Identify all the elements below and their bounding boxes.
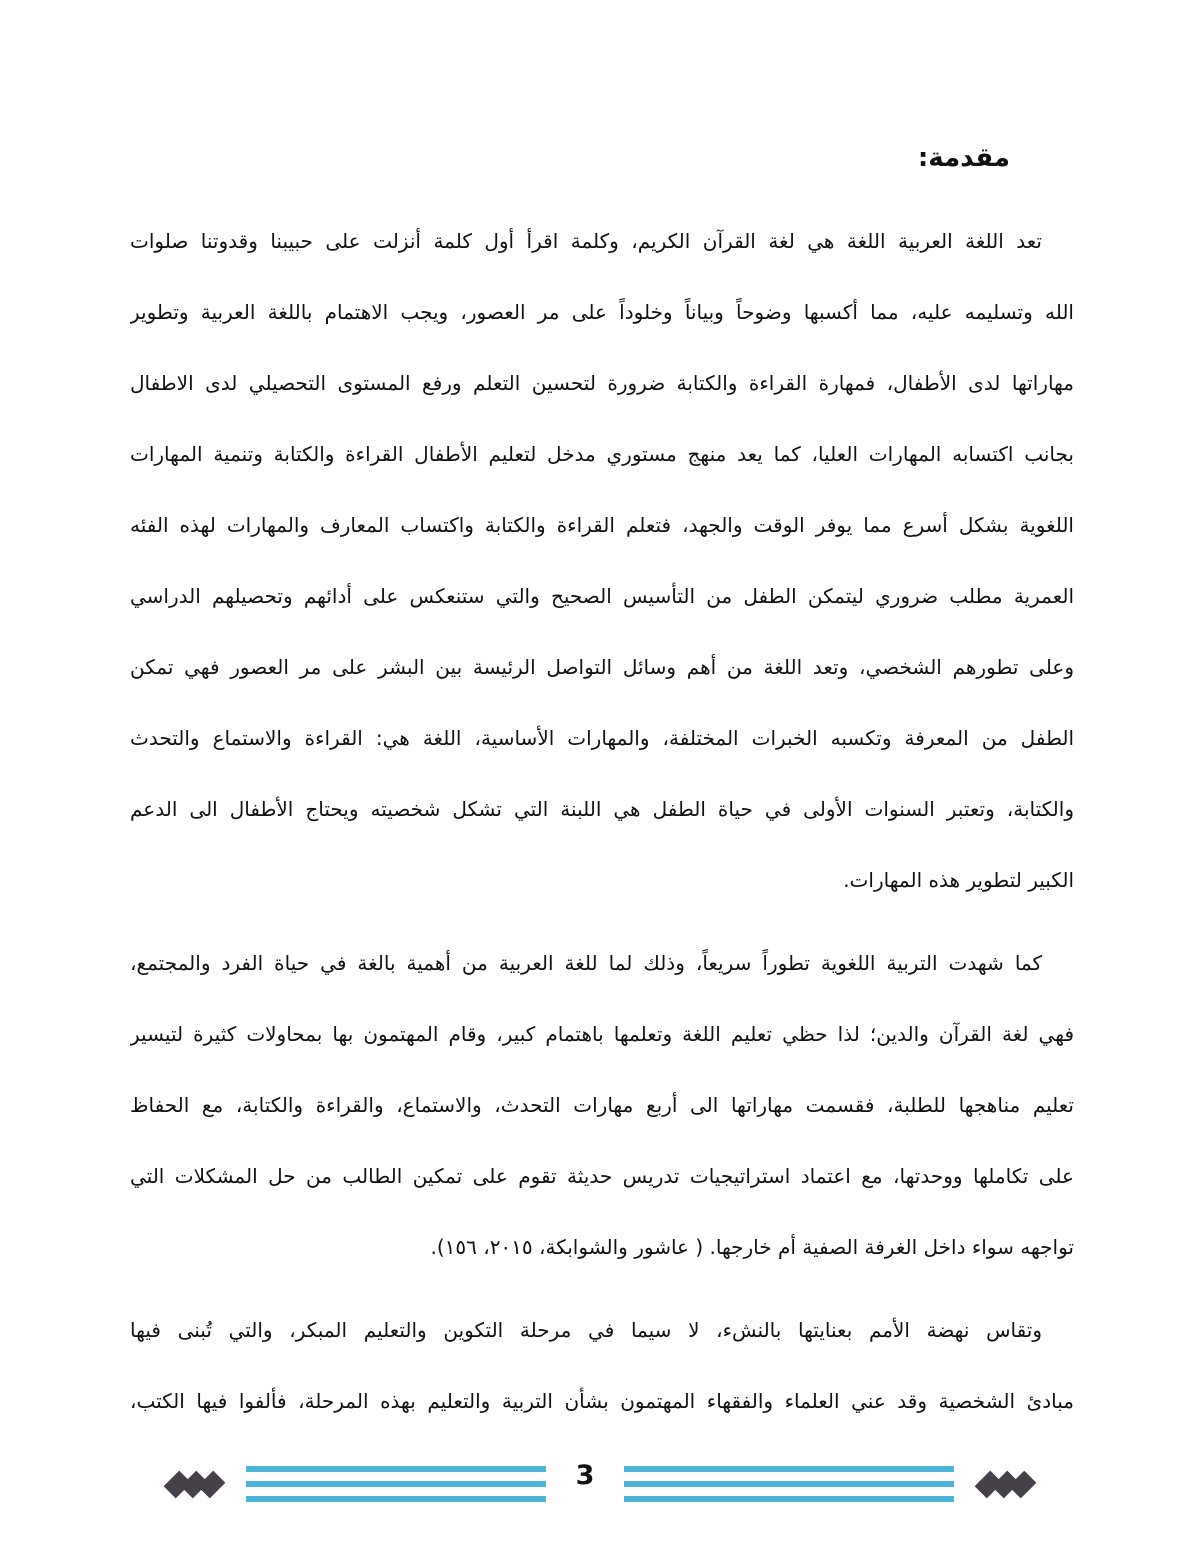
rule-line [246,1481,546,1487]
text-line: الطفل من المعرفة وتكسبه الخبرات المختلفة، والمهارات الأساسية، اللغة هي: القراءة والاستماع والتحدث [130,726,1074,750]
footer-rule-group-left [246,1466,546,1502]
diamond-icon [1009,1470,1037,1498]
page-footer [0,1456,1200,1512]
rule-line [246,1496,546,1502]
section-heading: مقدمة: [917,143,1010,173]
text-line: مهاراتها لدى الأطفال، فمهارة القراءة والكتابة ضرورة لتحسين التعلم ورفع المستوى التحصيلي لدى الاطفال [130,371,1074,395]
rule-line [624,1466,954,1472]
page-number: 3 [575,1460,595,1491]
paragraph-1 [130,206,1074,916]
text-line: اللغوية بشكل أسرع مما يوفر الوقت والجهد، فتعلم القراءة والكتابة واكتساب المعارف والمهارات لهذه الفئه [130,513,1074,537]
rule-line [624,1496,954,1502]
rule-line [246,1466,546,1472]
text-line: بجانب اكتسابه المهارات العليا، كما يعد منهج مستوري مدخل لتعليم الأطفال القراءة والكتابة وتنمية المهارات [130,442,1074,466]
text-line: العمرية مطلب ضروري ليتمكن الطفل من التأسيس الصحيح والتي ستنعكس على أدائهم وتحصيلهم الدراسي [130,584,1074,608]
text-line: على تكاملها ووحدتها، مع اعتماد استراتيجيات تدريس حديثة تقوم على تمكين الطالب من حل المشكلات التي [130,1164,1074,1188]
document-body [130,138,1074,1449]
text-line: الكبير لتطوير هذه المهارات. [843,868,1074,892]
diamond-group-right [980,1474,1031,1495]
rule-line [624,1481,954,1487]
text-line: الله وتسليمه عليه، مما أكسبها وضوحاً وبياناً وخلوداً على مر العصور، ويجب الاهتمام باللغة العربية وتطوير [130,300,1074,324]
diamond-icon [197,1470,225,1498]
paragraph-3 [130,1295,1074,1437]
diamond-group-left [169,1474,220,1495]
paragraph-2 [130,928,1074,1283]
text-line: مبادئ الشخصية وقد عني العلماء والفقهاء المهتمون بشأن التربية والتعليم بهذه المرحلة، فألفوا فيها الكتب، [130,1389,1074,1413]
text-line: فهي لغة القرآن والدين؛ لذا حظي تعليم اللغة وتعلمها باهتمام كبير، وقام المهتمون بها بمحاولات كثيرة لتيسير [130,1022,1074,1046]
text-line: والكتابة، وتعتبر السنوات الأولى في حياة الطفل هي اللبنة التي تشكل شخصيته ويحتاج الأطفال الى الدعم [130,797,1074,821]
text-line: كما شهدت التربية اللغوية تطوراً سريعاً، وذلك لما للغة العربية من أهمية بالغة في حياة الفرد والمجتمع، [130,951,1042,975]
text-line: تواجهه سواء داخل الغرفة الصفية أم خارجها. ( عاشور والشوابكة، ٢٠١٥، ١٥٦). [430,1235,1074,1259]
footer-rule-group-right [624,1466,954,1502]
text-line: وعلى تطورهم الشخصي، وتعد اللغة من أهم وسائل التواصل الرئيسة بين البشر على مر العصور فهي تمكن [130,655,1074,679]
text-line: وتقاس نهضة الأمم بعنايتها بالنشء، لا سيما في مرحلة التكوين والتعليم المبكر، والتي تُبنى فيها [130,1318,1042,1342]
text-line: تعليم مناهجها للطلبة، فقسمت مهاراتها الى أربع مهارات التحدث، والاستماع، والقراءة والكتابة، مع الحفاظ [130,1093,1074,1117]
text-line: تعد اللغة العربية اللغة هي لغة القرآن الكريم، وكلمة اقرأ أول كلمة أنزلت على حبيبنا وقدوتنا صلوات [130,229,1042,253]
